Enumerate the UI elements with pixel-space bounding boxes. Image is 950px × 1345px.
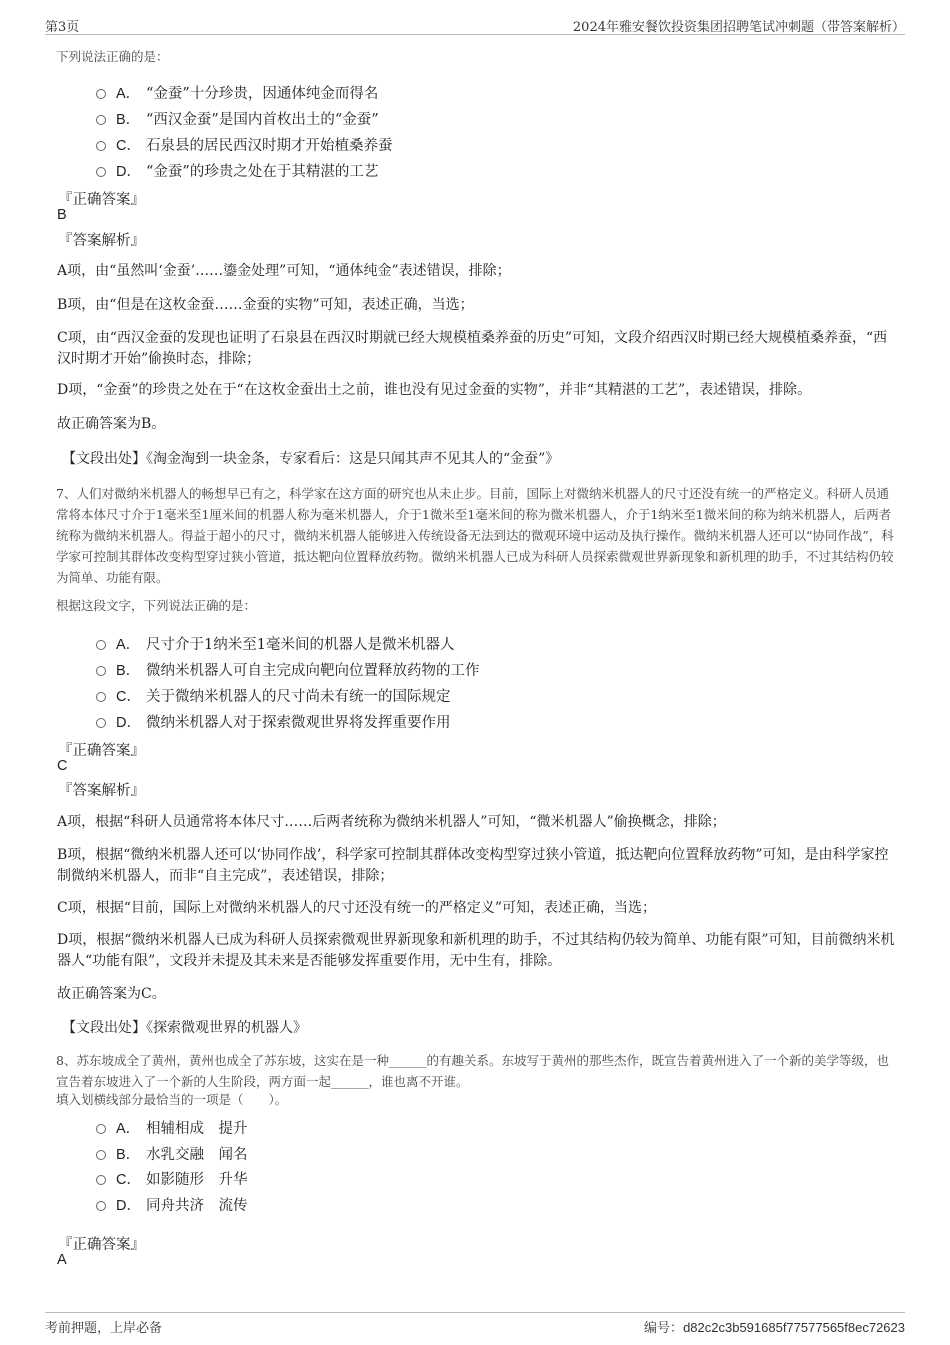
radio-icon[interactable] xyxy=(96,718,106,728)
q6-option-b[interactable]: B． “西汉金蚕”是国内首枚出土的“金蚕” xyxy=(96,108,379,129)
q7-option-b[interactable]: B． 微纳米机器人可自主完成向靶向位置释放药物的工作 xyxy=(96,659,480,680)
q7-analysis-c: C项，根据“目前，国际上对微纳米机器人的尺寸还没有统一的严格定义”可知，表述正确，当选； xyxy=(57,900,657,916)
q6-analysis-b: B项，由“但是在这枚金蚕……金蚕的实物”可知，表述正确，当选； xyxy=(57,297,474,313)
q7-answer: C xyxy=(57,758,68,774)
q6-source: 【文段出处】《淘金淘到一块金条，专家看后：这是只闻其声不见其人的“金蚕”》 xyxy=(62,451,560,467)
radio-icon[interactable] xyxy=(96,1201,106,1211)
q8-option-c[interactable]: C． 如影随形 升华 xyxy=(96,1168,248,1189)
q7-stem: 根据这段文字，下列说法正确的是： xyxy=(56,598,257,613)
page-number: 第3页 xyxy=(45,20,80,35)
q6-analysis-a: A项，由“虽然叫‘金蚕’……鎏金处理”可知，“通体纯金”表述错误，排除； xyxy=(57,263,511,279)
radio-icon[interactable] xyxy=(96,1175,106,1185)
page-header xyxy=(45,14,905,35)
q8-answer: A xyxy=(57,1252,67,1268)
q7-analysis-d: D项，根据“微纳米机器人已成为科研人员探索微观世界新现象和新机理的助手，不过其结构仍较为简单、功能有限”可知，目前微纳米机器人“功能有限”，文段并未提及其未来是否能够发挥重要作用，无中生有，排除。 xyxy=(57,932,895,969)
radio-icon[interactable] xyxy=(96,141,106,151)
q7-passage: 7、人们对微纳米机器人的畅想早已有之，科学家在这方面的研究也从未止步。目前，国际上对微纳米机器人的尺寸还没有统一的严格定义。科研人员通常将本体尺寸介于1毫米至1厘米间的机器人称为毫米机器人，介于1微米至1毫米间的称为微米机器人，介于1纳米至1微米间的称为纳米机器人，后两者统称为微纳米机器人。得益于超小的尺寸，微纳米机器人能够进入传统设备无法到达的微观环境中运动及执行操作。微纳米机器人还可以“协同作战”，科学家可控制其群体改变构型穿过狭小管道，抵达靶向位置释放药物。微纳米机器人已成为科研人员探索微观世界新现象和新机理的助手，不过其结构仍较为简单、功能有限。 xyxy=(56,486,894,585)
q6-analysis-label: 『答案解析』 xyxy=(58,233,145,249)
q8-option-b[interactable]: B． 水乳交融 闻名 xyxy=(96,1143,248,1164)
q7-source: 【文段出处】《探索微观世界的机器人》 xyxy=(62,1020,307,1036)
radio-icon[interactable] xyxy=(96,89,106,99)
q8-stem: 填入划横线部分最恰当的一项是（ ）。 xyxy=(56,1092,288,1107)
q7-analysis-a: A项，根据“科研人员通常将本体尺寸……后两者统称为微纳米机器人”可知，“微米机器人”偷换概念，排除； xyxy=(57,814,726,830)
q8-option-a[interactable]: A． 相辅相成 提升 xyxy=(96,1117,248,1138)
radio-icon[interactable] xyxy=(96,1150,106,1160)
footer-code: 编号：d82c2c3b591685f77577565f8ec72623 xyxy=(644,1320,905,1336)
q6-analysis-d: D项，“金蚕”的珍贵之处在于“在这枚金蚕出土之前，谁也没有见过金蚕的实物”，并非“其精湛的工艺”，表述错误，排除。 xyxy=(57,382,812,398)
q6-option-a[interactable]: A． “金蚕”十分珍贵，因通体纯金而得名 xyxy=(96,82,378,103)
document-title: 2024年雅安餐饮投资集团招聘笔试冲刺题（带答案解析） xyxy=(572,20,905,35)
radio-icon[interactable] xyxy=(96,692,106,702)
q7-analysis-label: 『答案解析』 xyxy=(58,783,145,799)
q6-answer-label: 『正确答案』 xyxy=(58,192,145,208)
q8-passage: 8、苏东坡成全了黄州，黄州也成全了苏东坡，这实在是一种______的有趣关系。东坡写于黄州的那些杰作，既宣告着黄州进入了一个新的美学等级，也宣告着东坡进入了一个新的人生阶段，两方面一起______，谁也离不开谁。 xyxy=(56,1053,889,1089)
q7-option-d[interactable]: D． 微纳米机器人对于探索微观世界将发挥重要作用 xyxy=(96,711,451,732)
q7-answer-label: 『正确答案』 xyxy=(58,743,145,759)
page-footer xyxy=(45,1312,905,1335)
q8-answer-label: 『正确答案』 xyxy=(58,1237,145,1253)
q7-option-c[interactable]: C． 关于微纳米机器人的尺寸尚未有统一的国际规定 xyxy=(96,685,451,706)
radio-icon[interactable] xyxy=(96,640,106,650)
q8-option-d[interactable]: D． 同舟共济 流传 xyxy=(96,1194,248,1215)
radio-icon[interactable] xyxy=(96,115,106,125)
q6-stem: 下列说法正确的是： xyxy=(56,49,169,64)
q6-option-c[interactable]: C． 石泉县的居民西汉时期才开始植桑养蚕 xyxy=(96,134,393,155)
radio-icon[interactable] xyxy=(96,167,106,177)
q7-analysis-b: B项，根据“微纳米机器人还可以‘协同作战’，科学家可控制其群体改变构型穿过狭小管道，抵达靶向位置释放药物”可知，是由科学家控制微纳米机器人，而非“自主完成”，表述错误，排除； xyxy=(57,847,889,884)
q7-option-a[interactable]: A． 尺寸介于1纳米至1毫米间的机器人是微米机器人 xyxy=(96,633,454,654)
radio-icon[interactable] xyxy=(96,1124,106,1134)
radio-icon[interactable] xyxy=(96,666,106,676)
q6-option-d[interactable]: D． “金蚕”的珍贵之处在于其精湛的工艺 xyxy=(96,160,378,181)
q7-conclusion: 故正确答案为C。 xyxy=(57,986,166,1002)
q6-conclusion: 故正确答案为B。 xyxy=(57,416,166,432)
footer-slogan: 考前押题，上岸必备 xyxy=(45,1321,163,1336)
q6-answer: B xyxy=(57,207,67,223)
q6-analysis-c: C项，由“西汉金蚕的发现也证明了石泉县在西汉时期就已经大规模植桑养蚕的历史”可知，文段介绍西汉时期已经大规模植桑养蚕，“西汉时期才开始”偷换时态，排除； xyxy=(57,330,888,367)
